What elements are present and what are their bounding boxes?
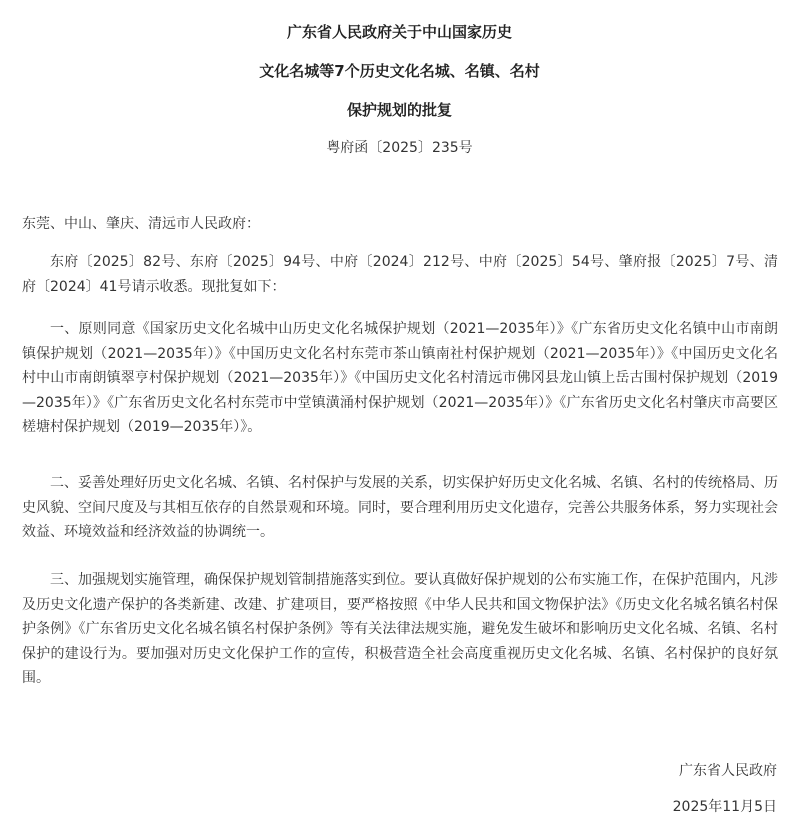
issue-date: 2025年11月5日 [672, 799, 777, 815]
document-number: 粤府函〔2025〕235号 [326, 140, 473, 156]
paragraph-intro: 东府〔2025〕82号、东府〔2025〕94号、中府〔2024〕212号、中府〔2025〕54号、肇府报〔2025〕7号、清府〔2024〕41号请示收悉。现批复如下： [22, 254, 778, 295]
paragraph-three: 三、加强规划实施管理，确保保护规划管制措施落实到位。要认真做好保护规划的公布实施工作，在保护范围内，凡涉及历史文化遗产保护的各类新建、改建、扩建项目，要严格按照《中华人民共和国文物保护法》《历史文化名城名镇名村保护条例》《广东省历史文化名城名镇名村保护条例》等有关法律法规实施，避免发生破坏和影响历史文化名城、名镇、名村保护的建设行为。要加强对历史文化保护工作的宣传，积极营造全社会高度重视历史文化名城、名镇、名村保护的良好氛围。 [22, 572, 778, 686]
signature: 广东省人民政府 [679, 763, 777, 779]
title-line-2: 文化名城等7个历史文化名城、名镇、名村 [259, 62, 540, 80]
title-line-1: 广东省人民政府关于中山国家历史 [286, 23, 512, 41]
paragraph-two: 二、妥善处理好历史文化名城、名镇、名村保护与发展的关系，切实保护好历史文化名城、名镇、名村的传统格局、历史风貌、空间尺度及与其相互依存的自然景观和环境。同时，要合理利用历史文化遗存，完善公共服务体系，努力实现社会效益、环境效益和经济效益的协调统一。 [22, 475, 778, 540]
title-line-3: 保护规划的批复 [346, 101, 452, 119]
paragraph-one: 一、原则同意《国家历史文化名城中山历史文化名城保护规划（2021—2035年）》《广东省历史文化名镇中山市南朗镇保护规划（2021—2035年）》《中国历史文化名村东莞市茶山镇南社村保护规划（2021—2035年）》《中国历史文化名村中山市南朗镇翠亨村保护规划（2021—2035年）》《中国历史文化名村清远市佛冈县龙山镇上岳古围村保护规划（2019—2035年）》《广东省历史文化名村东莞市中堂镇潢涌村保护规划（2021—2035年）》《广东省历史文化名村肇庆市高要区槎塘村保护规划（2019—2035年）》。 [22, 321, 778, 435]
salutation: 东莞、中山、肇庆、清远市人民政府： [22, 216, 260, 232]
